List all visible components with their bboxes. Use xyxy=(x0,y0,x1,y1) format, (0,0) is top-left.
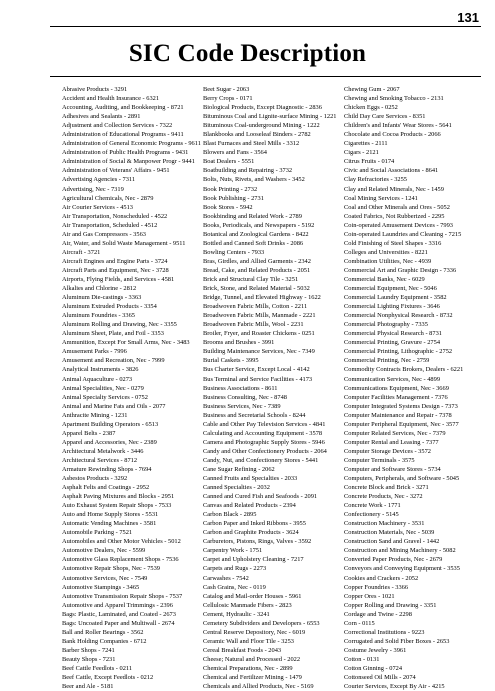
list-item: Apparel Belts - 2387 xyxy=(62,429,116,437)
list-item: Cellulosic Manmade Fibers - 2823 xyxy=(203,601,292,609)
list-item: Bus Charter Service, Except Local - 4142 xyxy=(203,366,310,374)
list-item: Commercial Laundry Equipment - 3582 xyxy=(344,294,447,302)
list-item: Candy, Nut, and Confectionery Stores - 5441 xyxy=(203,456,319,464)
list-item: Asbestos Products - 3292 xyxy=(62,475,128,483)
list-item: Chicken Eggs - 0252 xyxy=(344,104,398,112)
list-item: Blast Furnaces and Steel Mills - 3312 xyxy=(203,140,300,148)
list-item: Coated Fabrics, Not Rubberized - 2295 xyxy=(344,212,445,220)
list-item: Automotive Services, Nec - 7549 xyxy=(62,574,148,582)
list-item: Asphalt Paving Mixtures and Blocks - 2951 xyxy=(62,493,175,501)
list-item: Amusement and Recreation, Nec - 7999 xyxy=(62,357,165,365)
column-1 xyxy=(62,85,203,691)
column-2 xyxy=(203,85,344,691)
list-item: Cordage and Twine - 2298 xyxy=(344,610,412,618)
list-item: Bridge, Tunnel, and Elevated Highway - 1622 xyxy=(203,294,321,302)
list-item: Book Stores - 5942 xyxy=(203,203,253,211)
list-item: Business Consulting, Nec - 8748 xyxy=(203,393,287,401)
page-number: 131 xyxy=(457,10,479,25)
list-item: Coin-operated Amusement Devices - 7993 xyxy=(344,221,453,229)
list-item: Communications Equipment, Nec - 3669 xyxy=(344,384,449,392)
list-item: Apparel and Accessories, Nec - 2389 xyxy=(62,438,157,446)
list-item: Aircraft Engines and Engine Parts - 3724 xyxy=(62,257,168,265)
list-item: Administration of Educational Programs - 9411 xyxy=(62,131,184,139)
list-item: Accident and Health Insurance - 6321 xyxy=(62,95,160,103)
list-item: Beef Cattle, Except Feedlots - 0212 xyxy=(62,674,154,682)
list-item: Camera and Photographic Supply Stores - 5946 xyxy=(203,438,325,446)
list-item: Books, Periodicals, and Newspapers - 5192 xyxy=(203,221,315,229)
list-item: Computer and Software Stores - 5734 xyxy=(344,465,441,473)
list-item: Administration of Public Health Programs - 9431 xyxy=(62,149,189,157)
list-item: Bras, Girdles, and Allied Garments - 2342 xyxy=(203,257,311,265)
list-item: Carwashes - 7542 xyxy=(203,574,249,582)
list-item: Commodity Contracts Brokers, Dealers - 6221 xyxy=(344,366,464,374)
list-item: Bank Holding Companies - 6712 xyxy=(62,637,147,645)
list-item: Aluminum Extruded Products - 3354 xyxy=(62,303,157,311)
list-item: Conveyors and Conveying Equipment - 3535 xyxy=(344,565,460,573)
list-item: Adhesives and Sealants - 2891 xyxy=(62,113,141,121)
list-item: Cheese; Natural and Processed - 2022 xyxy=(203,655,301,663)
page-title: SIC Code Description xyxy=(128,40,367,67)
list-item: Beet Sugar - 2063 xyxy=(203,86,250,93)
list-item: Commercial Physical Research - 8731 xyxy=(344,330,442,338)
list-item: Civic and Social Associations - 8641 xyxy=(344,167,439,175)
list-item: Boatbuilding and Repairing - 3732 xyxy=(203,167,293,175)
list-item: Alkalies and Chlorine - 2812 xyxy=(62,285,137,293)
list-item: Automobile Parking - 7521 xyxy=(62,529,133,537)
list-item: Aluminum Die-castings - 3363 xyxy=(62,294,142,302)
list-item: Cotton - 0131 xyxy=(344,655,380,663)
list-item: Corrugated and Solid Fiber Boxes - 2653 xyxy=(344,637,450,645)
list-item: Automatic Vending Machines - 3581 xyxy=(62,520,157,528)
list-item: Copper Ores - 1021 xyxy=(344,592,395,600)
list-item: Clay and Related Minerals, Nec - 1459 xyxy=(344,185,444,193)
list-item: Confectionery - 5145 xyxy=(344,511,399,519)
list-item: Brick, Stone, and Related Material - 5032 xyxy=(203,285,310,293)
list-item: Automobiles and Other Motor Vehicles - 5012 xyxy=(62,538,181,546)
list-item: Correctional Institutions - 9223 xyxy=(344,628,425,636)
list-item: Canned and Cured Fish and Seafoods - 2091 xyxy=(203,493,318,501)
list-item: Cable and Other Pay Television Services - 4841 xyxy=(203,420,326,428)
list-item: Chemicals and Allied Products, Nec - 5169 xyxy=(203,683,314,691)
list-item: Coal Mining Services - 1241 xyxy=(344,194,418,202)
list-item: Cookies and Crackers - 2052 xyxy=(344,574,419,582)
list-item: Computer Rental and Leasing - 7377 xyxy=(344,438,439,446)
list-item: Armature Rewinding Shops - 7694 xyxy=(62,465,152,473)
list-item: Abrasive Products - 3291 xyxy=(62,86,128,93)
list-item: Book Printing - 2732 xyxy=(203,185,258,193)
list-item: Air, Water, and Solid Waste Management - 9511 xyxy=(62,239,186,247)
list-item: Aircraft - 3721 xyxy=(62,248,101,256)
list-item: Apartment Building Operators - 6513 xyxy=(62,420,159,428)
list-item: Ceramic Wall and Floor Tile - 3253 xyxy=(203,637,294,645)
list-item: Burial Caskets - 3995 xyxy=(203,357,259,365)
list-item: Construction and Mining Machinery - 5082 xyxy=(344,547,456,555)
list-item: Automotive Transmission Repair Shops - 7537 xyxy=(62,592,183,600)
list-item: Child Day Care Services - 8351 xyxy=(344,113,426,121)
list-item: Air Transportation, Nonscheduled - 4522 xyxy=(62,212,168,220)
list-item: Biological Products, Except Diagnostic - 2836 xyxy=(203,104,322,112)
list-item: Cold Finishing of Steel Shapes - 3316 xyxy=(344,239,442,247)
list-item: Canned Fruits and Specialties - 2033 xyxy=(203,475,298,483)
code-columns xyxy=(62,85,487,691)
list-item: Cane Sugar Refining - 2062 xyxy=(203,465,275,473)
list-item: Amusement Parks - 7996 xyxy=(62,348,127,356)
list-item: Commercial Art and Graphic Design - 7336 xyxy=(344,266,457,274)
list-item: Broadwoven Fabric Mills, Cotton - 2211 xyxy=(203,303,308,311)
list-item: Bituminous Coal and Lignite-surface Mining - 1221 xyxy=(203,113,337,121)
list-item: Concrete Block and Brick - 3271 xyxy=(344,484,429,492)
list-item: Canned Specialties - 2032 xyxy=(203,484,270,492)
list-item: Animal and Marine Fats and Oils - 2077 xyxy=(62,402,166,410)
list-item: Book Publishing - 2731 xyxy=(203,194,264,202)
list-item: Barber Shops - 7241 xyxy=(62,646,115,654)
list-item: Commercial Printing, Lithographic - 2752 xyxy=(344,348,453,356)
list-item: Carbon Black - 2895 xyxy=(203,511,257,519)
list-item: Blankbooks and Looseleaf Binders - 2782 xyxy=(203,131,311,139)
list-item: Catalog and Mail-order Houses - 5961 xyxy=(203,592,302,600)
list-item: Concrete Products, Nec - 3272 xyxy=(344,493,423,501)
list-item: Carpets and Rugs - 2273 xyxy=(203,565,267,573)
list-item: Broadwoven Fabric Mills, Wool - 2231 xyxy=(203,321,304,329)
list-item: Chewing and Smoking Tobacco - 2131 xyxy=(344,95,444,103)
list-item: Business Services, Nec - 7389 xyxy=(203,402,281,410)
list-item: Canvas and Related Products - 2394 xyxy=(203,502,296,510)
list-item: Bags: Plastic, Laminated, and Coated - 2673 xyxy=(62,610,176,618)
list-item: Architectural Services - 8712 xyxy=(62,456,138,464)
list-item: Animal Specialty Services - 0752 xyxy=(62,393,148,401)
list-item: Automotive Stampings - 3465 xyxy=(62,583,140,591)
list-item: Computer Maintenance and Repair - 7378 xyxy=(344,411,452,419)
list-item: Brick and Structural Clay Tile - 3251 xyxy=(203,275,299,283)
list-item: Automotive Glass Replacement Shops - 7536 xyxy=(62,556,179,564)
list-item: Aluminum Foundries - 3365 xyxy=(62,312,135,320)
list-item: Aluminum Sheet, Plate, and Foil - 3353 xyxy=(62,330,164,338)
list-item: Calculating and Accounting Equipment - 3578 xyxy=(203,429,323,437)
list-item: Commercial Banks, Nec - 6029 xyxy=(344,275,425,283)
list-item: Concrete Work - 1771 xyxy=(344,502,401,510)
list-item: Airports, Flying Fields, and Services - 4581 xyxy=(62,275,175,283)
list-item: Bags: Uncoated Paper and Multiwall - 2674 xyxy=(62,619,175,627)
list-item: Cemetery Subdividers and Developers - 6553 xyxy=(203,619,320,627)
list-item: Combination Utilities, Nec - 4939 xyxy=(344,257,432,265)
list-item: Copper Foundries - 3366 xyxy=(344,583,409,591)
list-item: Automotive Dealers, Nec - 5599 xyxy=(62,547,146,555)
list-item: Accounting, Auditing, and Bookkeeping - 8721 xyxy=(62,104,184,112)
list-item: Aircraft Parts and Equipment, Nec - 3728 xyxy=(62,266,169,274)
list-item: Carbon and Graphite Products - 3624 xyxy=(203,529,299,537)
list-item: Cash Grains, Nec - 0119 xyxy=(203,583,266,591)
list-item: Bus Terminal and Service Facilities - 4173 xyxy=(203,375,313,383)
list-item: Botanical and Zoological Gardens - 8422 xyxy=(203,230,309,238)
list-item: Cereal Breakfast Foods - 2043 xyxy=(203,646,282,654)
list-item: Chewing Gum - 2067 xyxy=(344,86,400,93)
list-item: Beef Cattle Feedlots - 0211 xyxy=(62,665,133,672)
list-item: Copper Rolling and Drawing - 3351 xyxy=(344,601,437,609)
list-item: Citrus Fruits - 0174 xyxy=(344,158,395,166)
list-item: Computer Related Services, Nec - 7379 xyxy=(344,429,446,437)
list-item: Auto and Home Supply Stores - 5531 xyxy=(62,511,159,519)
list-item: Commercial Photography - 7335 xyxy=(344,321,428,329)
list-item: Coal and Other Minerals and Ores - 5052 xyxy=(344,203,450,211)
list-item: Bookbinding and Related Work - 2789 xyxy=(203,212,302,220)
list-item: Air Transportation, Scheduled - 4512 xyxy=(62,221,158,229)
list-item: Bottled and Canned Soft Drinks - 2086 xyxy=(203,239,304,247)
list-item: Costume Jewelry - 3961 xyxy=(344,646,407,654)
list-item: Bituminous Coal-underground Mining - 1222 xyxy=(203,122,320,130)
list-item: Administration of Veterans' Affairs - 9451 xyxy=(62,167,170,175)
list-item: Cottonseed Oil Mills - 2074 xyxy=(344,674,416,682)
list-item: Chemical Preparations, Nec - 2899 xyxy=(203,665,293,672)
list-item: Commercial Nonphysical Research - 8732 xyxy=(344,312,453,320)
list-item: Brooms and Brushes - 3991 xyxy=(203,339,275,347)
list-item: Anthracite Mining - 1231 xyxy=(62,411,128,419)
list-item: Air Courier Services - 4513 xyxy=(62,203,133,211)
column-3 xyxy=(344,85,485,691)
list-item: Broiler, Fryer, and Roaster Chickens - 0251 xyxy=(203,330,315,338)
list-item: Carbon Paper and Inked Ribbons - 3955 xyxy=(203,520,306,528)
list-item: Commercial Lighting Fixtures - 3646 xyxy=(344,303,440,311)
list-item: Cigars - 2121 xyxy=(344,149,379,157)
list-item: Construction Machinery - 3531 xyxy=(344,520,425,528)
list-item: Central Reserve Depository, Nec - 6019 xyxy=(203,628,306,636)
list-item: Coin-operated Laundries and Cleaning - 7215 xyxy=(344,230,462,238)
list-item: Cigarettes - 2111 xyxy=(344,140,388,148)
header-rule xyxy=(50,26,481,27)
list-item: Computer Peripheral Equipment, Nec - 3577 xyxy=(344,420,459,428)
list-item: Automotive Repair Shops, Nec - 7539 xyxy=(62,565,160,573)
list-item: Advertising Agencies - 7311 xyxy=(62,176,136,184)
list-item: Commercial Equipment, Nec - 5046 xyxy=(344,285,437,293)
list-item: Berry Crops - 0171 xyxy=(203,95,253,103)
list-item: Advertising, Nec - 7319 xyxy=(62,185,124,193)
list-item: Agricultural Chemicals, Nec - 2879 xyxy=(62,194,154,202)
list-item: Carburetors, Pistons, Rings, Valves - 3592 xyxy=(203,538,312,546)
list-item: Architectural Metalwork - 3446 xyxy=(62,447,144,455)
list-item: Business and Secretarial Schools - 8244 xyxy=(203,411,306,419)
list-item: Broadwoven Fabric Mills, Manmade - 2221 xyxy=(203,312,316,320)
list-item: Commercial Printing, Nec - 2759 xyxy=(344,357,430,365)
list-item: Communication Services, Nec - 4899 xyxy=(344,375,441,383)
list-item: Administration of General Economic Programs - 9611 xyxy=(62,140,201,148)
list-item: Administration of Social & Manpower Progr - 9441 xyxy=(62,158,195,166)
list-item: Building Maintenance Services, Nec - 7349 xyxy=(203,348,315,356)
list-item: Adjustment and Collection Services - 7322 xyxy=(62,122,173,130)
list-item: Analytical Instruments - 3826 xyxy=(62,366,139,374)
list-item: Corn - 0115 xyxy=(344,619,375,627)
list-item: Automotive and Apparel Trimmings - 2396 xyxy=(62,601,173,609)
list-item: Children's and Infants' Wear Stores - 5641 xyxy=(344,122,452,130)
list-item: Colleges and Universities - 8221 xyxy=(344,248,428,256)
list-item: Clay Refractories - 3255 xyxy=(344,176,407,184)
list-item: Asphalt Felts and Coatings - 2952 xyxy=(62,484,150,492)
list-item: Computer Storage Devices - 3572 xyxy=(344,447,431,455)
list-item: Commercial Printing, Gravure - 2754 xyxy=(344,339,441,347)
list-item: Carpet and Upholstery Cleaning - 7217 xyxy=(203,556,304,564)
list-item: Cotton Ginning - 0724 xyxy=(344,665,403,672)
list-item: Blowers and Fans - 3564 xyxy=(203,149,267,157)
list-item: Aluminum Rolling and Drawing, Nec - 3355 xyxy=(62,321,177,329)
list-item: Business Associations - 8611 xyxy=(203,384,278,392)
list-item: Carpentry Work - 1751 xyxy=(203,547,263,555)
list-item: Bread, Cake, and Related Products - 2051 xyxy=(203,266,311,274)
list-item: Chemical and Fertilizer Mining - 1479 xyxy=(203,674,302,682)
list-item: Beauty Shops - 7231 xyxy=(62,655,116,663)
list-item: Computer Terminals - 3575 xyxy=(344,456,415,464)
list-item: Bolts, Nuts, Rivets, and Washers - 3452 xyxy=(203,176,305,184)
list-item: Auto Exhaust System Repair Shops - 7533 xyxy=(62,502,172,510)
title-rule xyxy=(50,76,481,77)
list-item: Candy and Other Confectionery Products - 2064 xyxy=(203,447,327,455)
list-item: Ammunition, Except For Small Arms, Nec - 3483 xyxy=(62,339,190,347)
list-item: Animal Aquaculture - 0273 xyxy=(62,375,133,383)
list-item: Computer Integrated Systems Design - 7373 xyxy=(344,402,458,410)
list-item: Ball and Roller Bearings - 3562 xyxy=(62,628,144,636)
list-item: Air and Gas Compressors - 3563 xyxy=(62,230,146,238)
list-item: Bowling Centers - 7933 xyxy=(203,248,265,256)
list-item: Courier Services, Except By Air - 4215 xyxy=(344,683,445,691)
list-item: Converted Paper Products, Nec - 2679 xyxy=(344,556,443,564)
list-item: Boat Dealers - 5551 xyxy=(203,158,255,166)
list-item: Construction Materials, Nec - 5039 xyxy=(344,529,435,537)
list-item: Computer Facilities Management - 7376 xyxy=(344,393,448,401)
list-item: Construction Sand and Gravel - 1442 xyxy=(344,538,440,546)
list-item: Computers, Peripherals, and Software - 5045 xyxy=(344,475,460,483)
list-item: Chocolate and Cocoa Products - 2066 xyxy=(344,131,441,139)
list-item: Cement, Hydraulic - 3241 xyxy=(203,610,270,618)
list-item: Beer and Ale - 5181 xyxy=(62,683,114,691)
list-item: Animal Specialities, Nec - 0279 xyxy=(62,384,144,392)
